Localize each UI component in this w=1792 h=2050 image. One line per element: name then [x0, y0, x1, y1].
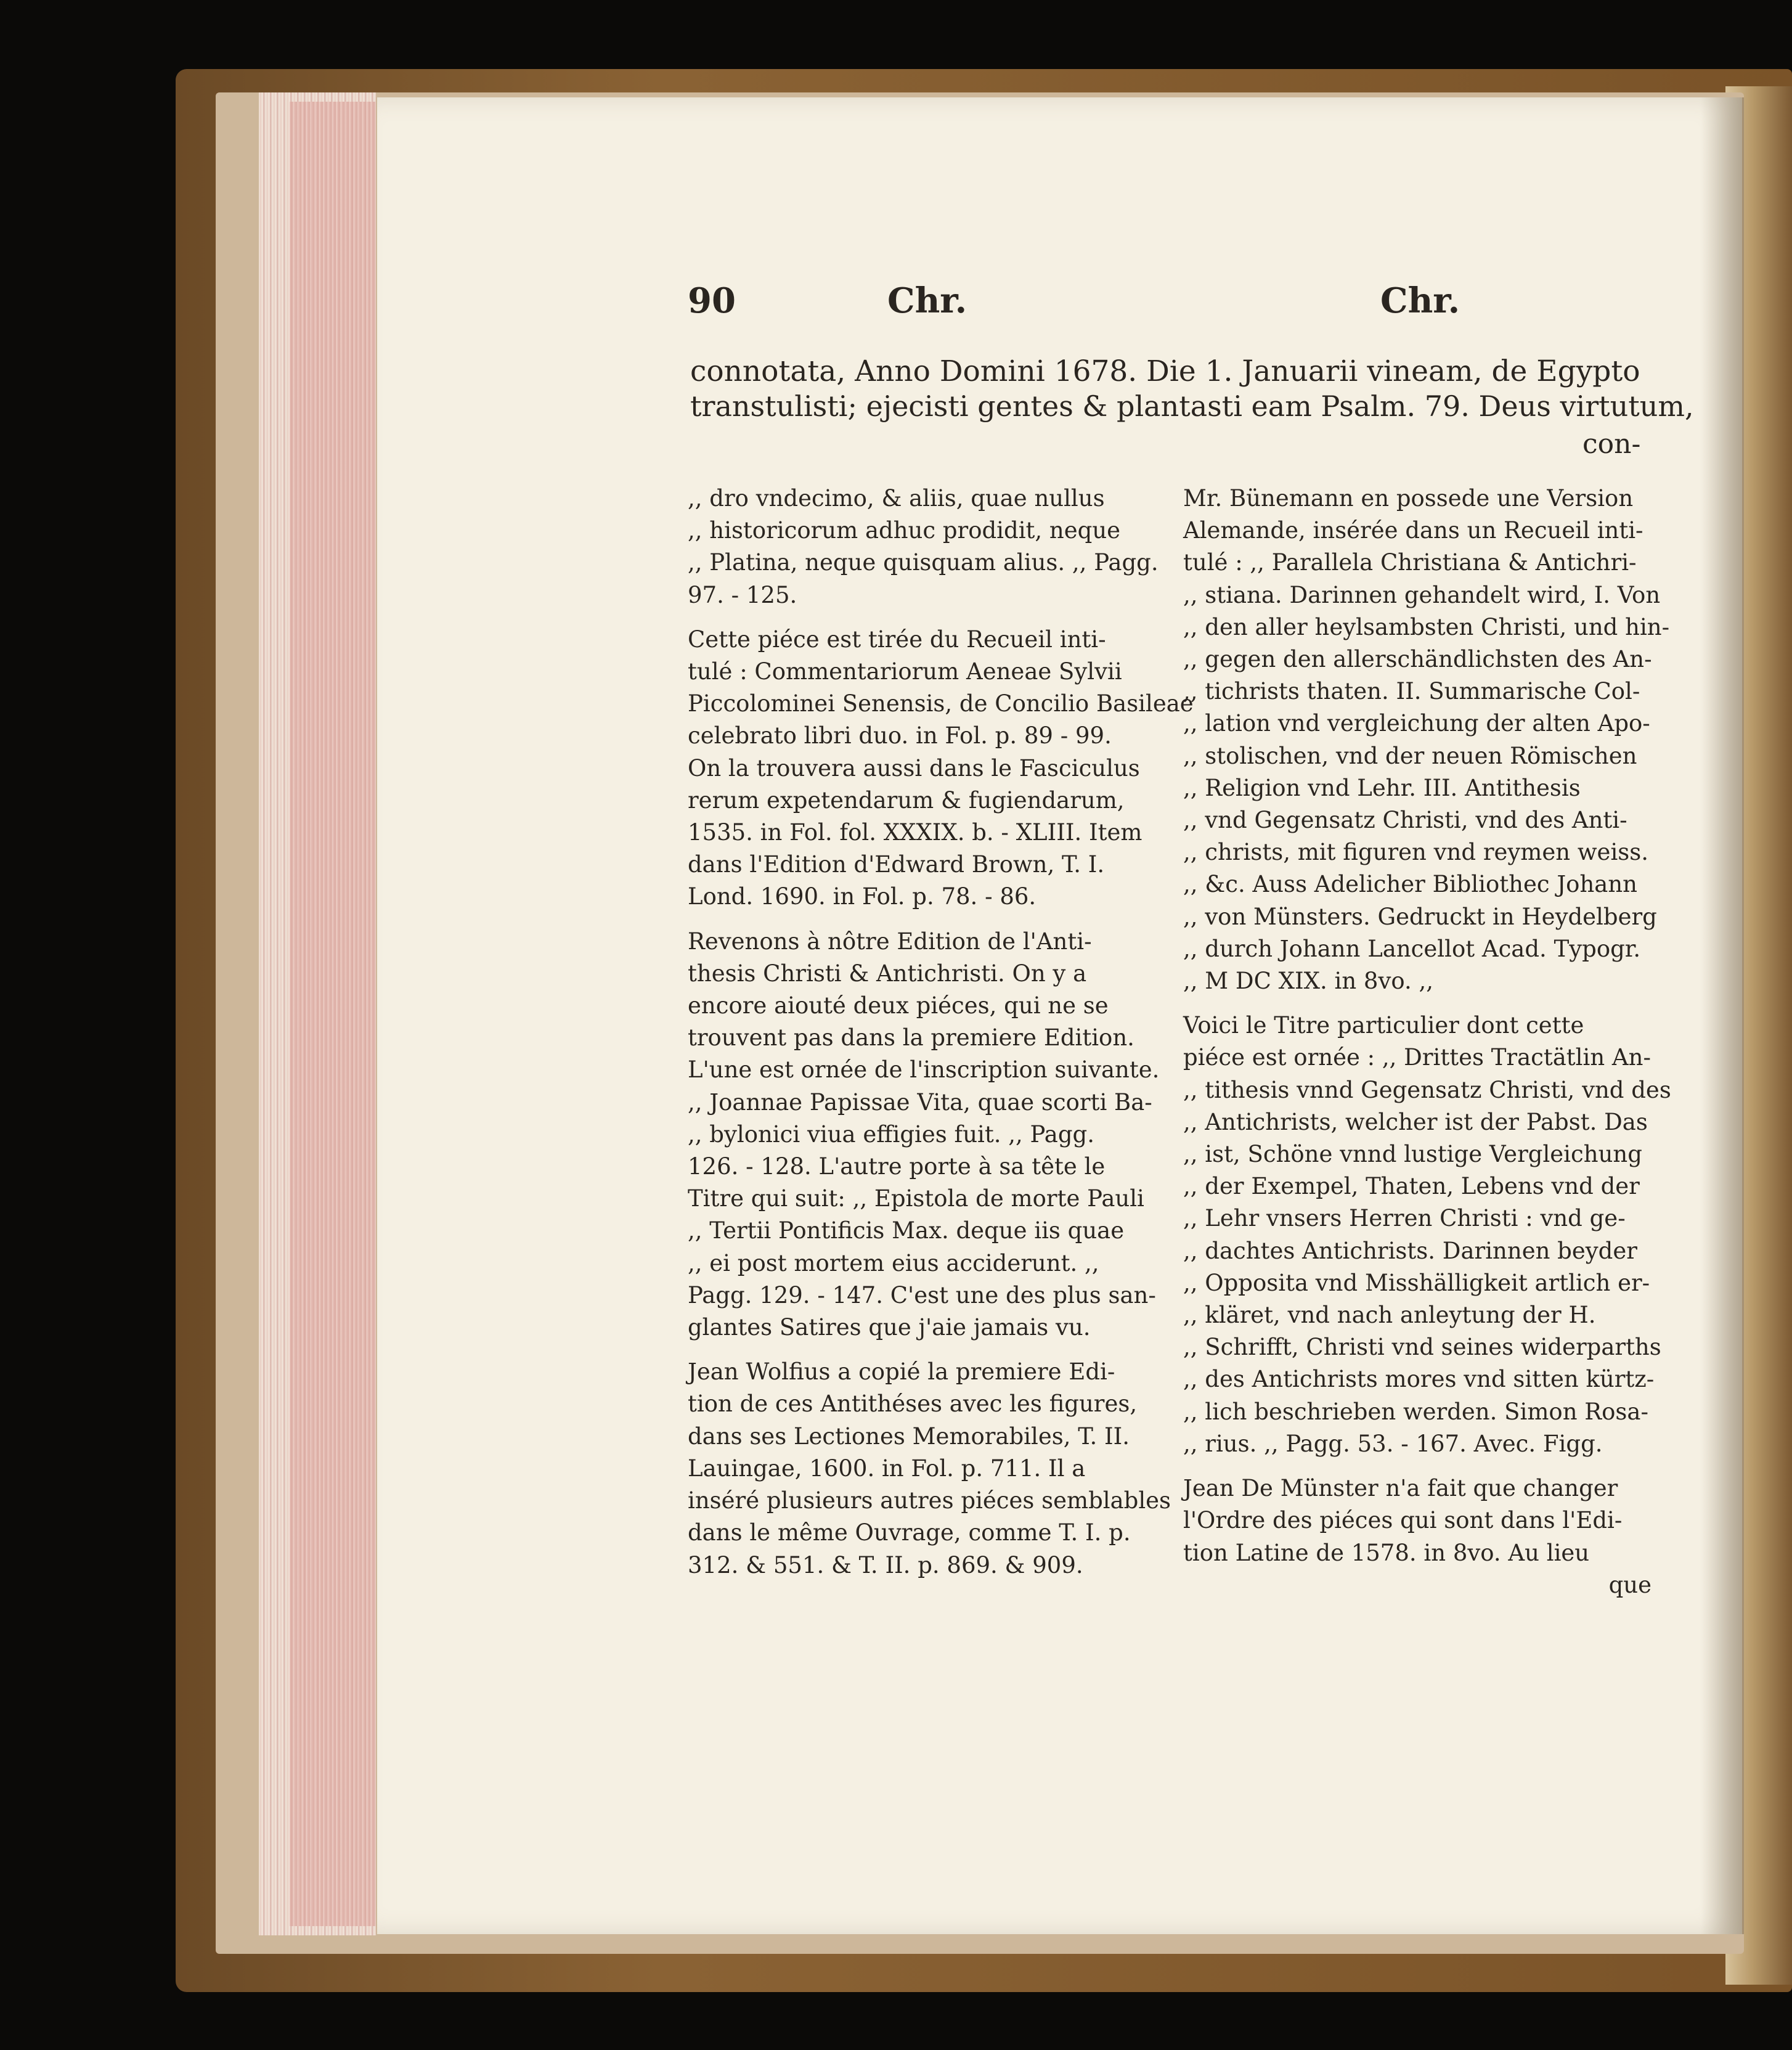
text-line: ,, lation vnd vergleichung der alten Apo- — [1183, 710, 1650, 737]
text-line: dans l'Edition d'Edward Brown, T. I. — [688, 851, 1105, 878]
text-line: piéce est ornée : ,, Drittes Tractätlin An- — [1183, 1044, 1651, 1071]
text-line: ,, Joannae Papissae Vita, quae scorti Ba- — [688, 1088, 1152, 1116]
text-line: 312. & 551. & T. II. p. 869. & 909. — [688, 1551, 1083, 1578]
text-line: Voici le Titre particulier dont cette — [1183, 1012, 1584, 1039]
text-line: ,, stolischen, vnd der neuen Römischen — [1183, 742, 1637, 769]
text-line: ,, historicorum adhuc prodidit, neque — [688, 517, 1121, 544]
text-line: l'Ordre des piéces qui sont dans l'Edi- — [1183, 1507, 1623, 1534]
text-line: tion Latine de 1578. in 8vo. Au lieu — [1183, 1539, 1590, 1566]
text-line: Lond. 1690. in Fol. p. 78. - 86. — [688, 883, 1037, 910]
text-line: ,, kläret, vnd nach anleytung der H. — [1183, 1302, 1596, 1329]
text-line: Lauingae, 1600. in Fol. p. 711. Il a — [688, 1455, 1086, 1482]
paragraph-gap — [688, 913, 1156, 926]
text-line: Revenons à nôtre Edition de l'Anti- — [688, 928, 1092, 955]
text-line: ,, Opposita vnd Misshälligkeit artlich er- — [1183, 1269, 1650, 1296]
text-line: ,, dachtes Antichrists. Darinnen beyder — [1183, 1237, 1637, 1264]
left-column — [688, 483, 1194, 1582]
text-line: ,, M DC XIX. in 8vo. ,, — [1183, 968, 1434, 995]
text-line: ,, bylonici viua effigies fuit. ,, Pagg. — [688, 1121, 1094, 1148]
red-page-edges — [290, 102, 376, 1926]
text-line: celebrato libri duo. in Fol. p. 89 - 99. — [688, 722, 1112, 749]
text-line: tion de ces Antithéses avec les figures, — [688, 1390, 1138, 1418]
text-line: ,, Platina, neque quisquam alius. ,, Pagg. — [688, 549, 1159, 576]
text-line: ,, Schrifft, Christi vnd seines widerparths — [1183, 1334, 1661, 1361]
text-line: ,, lich beschrieben werden. Simon Rosa- — [1183, 1398, 1648, 1425]
text-line: 97. - 125. — [688, 581, 797, 608]
text-line: Alemande, insérée dans un Recueil inti- — [1183, 517, 1643, 544]
text-line: ,, Antichrists, welcher ist der Pabst. Das — [1183, 1108, 1648, 1135]
text-line: encore aiouté deux piéces, qui ne se — [688, 992, 1109, 1019]
gutter-shadow — [1701, 97, 1744, 1934]
text-line: ,, ist, Schöne vnnd lustige Vergleichung — [1183, 1141, 1642, 1168]
text-line: ,, gegen den allerschändlichsten des An- — [1183, 646, 1652, 673]
running-head-right: Chr. — [1380, 280, 1460, 321]
catchword: con- — [1582, 428, 1641, 460]
text-line: ,, dro vndecimo, & aliis, quae nullus — [688, 485, 1105, 512]
text-line: On la trouvera aussi dans le Fasciculus — [688, 754, 1140, 782]
text-line: thesis Christi & Antichristi. On y a — [688, 960, 1087, 987]
text-line: ,, christs, mit figuren vnd reymen weiss. — [1183, 839, 1649, 866]
text-line: trouvent pas dans la premiere Edition. — [688, 1024, 1134, 1052]
text-line: ,, durch Johann Lancellot Acad. Typogr. — [1183, 935, 1641, 962]
text-line: 126. - 128. L'autre porte à sa tête le — [688, 1153, 1106, 1180]
text-line: ,, &c. Auss Adelicher Bibliothec Johann — [1183, 871, 1638, 898]
top-line-2: transtulisti; ejecisti gentes & plantasti eam Psalm. 79. Deus virtutum, — [690, 390, 1694, 423]
text-line: ,, stiana. Darinnen gehandelt wird, I. Von — [1183, 581, 1661, 608]
text-line: ,, rius. ,, Pagg. 53. - 167. Avec. Figg. — [1183, 1430, 1603, 1457]
text-line: ,, Religion vnd Lehr. III. Antithesis — [1183, 774, 1581, 801]
text-line: Jean De Münster n'a fait que changer — [1183, 1475, 1618, 1502]
text-line: Jean Wolfius a copié la premiere Edi- — [688, 1358, 1115, 1386]
text-line: dans ses Lectiones Memorabiles, T. II. — [688, 1423, 1130, 1450]
text-line: rerum expetendarum & fugiendarum, — [688, 786, 1125, 814]
text-line: ,, tichrists thaten. II. Summarische Col- — [1183, 678, 1640, 705]
text-line: ,, den aller heylsambsten Christi, und hin- — [1183, 613, 1670, 640]
text-line: Mr. Bünemann en possede une Version — [1183, 485, 1634, 512]
text-line: ,, des Antichrists mores vnd sitten kürtz- — [1183, 1366, 1655, 1393]
right-column — [1183, 483, 1671, 1601]
text-line: glantes Satires que j'aie jamais vu. — [688, 1314, 1091, 1341]
text-line: tulé : Commentariorum Aeneae Sylvii — [688, 658, 1122, 685]
paragraph-gap — [1183, 1460, 1651, 1472]
paragraph-gap — [688, 611, 1156, 624]
text-line: 1535. in Fol. fol. XXXIX. b. - XLIII. Item — [688, 819, 1142, 846]
text-line: Titre qui suit: ,, Epistola de morte Pauli — [688, 1185, 1144, 1212]
text-line: dans le même Ouvrage, comme T. I. p. — [688, 1519, 1131, 1546]
top-line-1: connotata, Anno Domini 1678. Die 1. Januarii vineam, de Egypto — [690, 354, 1640, 388]
running-head-left: Chr. — [887, 280, 967, 321]
text-line: tulé : ,, Parallela Christiana & Antichri- — [1183, 549, 1637, 576]
paragraph-gap — [1183, 997, 1651, 1010]
text-line: ,, von Münsters. Gedruckt in Heydelberg — [1183, 903, 1657, 930]
text-line: Pagg. 129. - 147. C'est une des plus san- — [688, 1281, 1156, 1309]
paragraph-gap — [688, 1344, 1156, 1356]
text-line: Piccolominei Senensis, de Concilio Basileae — [688, 690, 1194, 717]
text-line: ,, vnd Gegensatz Christi, vnd des Anti- — [1183, 807, 1627, 834]
text-line: ,, Tertii Pontificis Max. deque iis quae — [688, 1217, 1125, 1244]
text-line: Cette piéce est tirée du Recueil inti- — [688, 626, 1106, 653]
catchword-bottom: que — [1608, 1571, 1651, 1598]
background-top — [142, 0, 1792, 69]
text-line: ,, tithesis vnnd Gegensatz Christi, vnd des — [1183, 1076, 1671, 1103]
text-line: ,, Lehr vnsers Herren Christi : vnd ge- — [1183, 1205, 1626, 1232]
page-number: 90 — [688, 280, 736, 321]
text-line: L'une est ornée de l'inscription suivante. — [688, 1056, 1160, 1084]
text-line: inséré plusieurs autres piéces semblables — [688, 1487, 1171, 1514]
text-line: ,, ei post mortem eius acciderunt. ,, — [688, 1249, 1099, 1276]
text-line: ,, der Exempel, Thaten, Lebens vnd der — [1183, 1173, 1640, 1200]
